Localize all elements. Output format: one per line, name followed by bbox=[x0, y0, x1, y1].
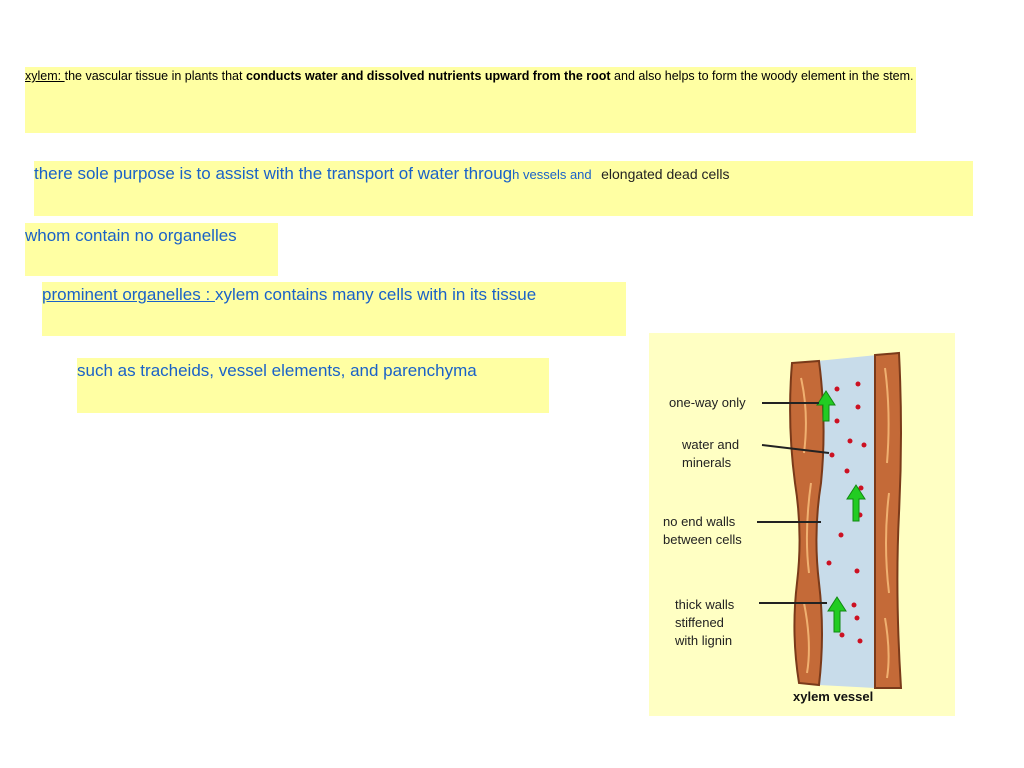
figure-title: xylem vessel bbox=[793, 689, 874, 704]
no-organelles-box bbox=[25, 223, 278, 276]
label-one-way: one-way only bbox=[669, 395, 746, 410]
prominent-organelles-text: xylem contains many cells with in its tissue bbox=[214, 285, 537, 304]
label-thick-3: with lignin bbox=[675, 633, 733, 648]
definition-text-before: the vascular tissue in plants that bbox=[64, 69, 246, 83]
purpose-part1: there sole purpose is to assist with the transport of water throug bbox=[34, 164, 513, 183]
term-label: xylem: bbox=[25, 69, 65, 83]
xylem-vessel-figure bbox=[649, 333, 955, 716]
prominent-organelles-box bbox=[42, 282, 626, 336]
purpose-box bbox=[34, 161, 973, 216]
definition-text-after: and also helps to form the woody element in the stem. bbox=[610, 69, 914, 83]
label-noend-1: no end walls bbox=[663, 514, 736, 529]
purpose-part3: elongated dead cells bbox=[601, 166, 730, 182]
label-thick-2: stiffened bbox=[675, 615, 724, 630]
xylem-definition bbox=[25, 67, 916, 133]
xylem-diagram bbox=[649, 333, 955, 716]
no-organelles-text: whom contain no organelles bbox=[25, 226, 237, 245]
examples-text: such as tracheids, vessel elements, and parenchyma bbox=[77, 361, 477, 380]
label-water-2: minerals bbox=[682, 455, 732, 470]
prominent-organelles-link[interactable]: prominent organelles : bbox=[42, 285, 215, 304]
label-thick-1: thick walls bbox=[675, 597, 735, 612]
examples-box bbox=[77, 358, 549, 413]
label-noend-2: between cells bbox=[663, 532, 742, 547]
label-water-1: water and bbox=[682, 437, 740, 452]
purpose-part2: h vessels and bbox=[512, 167, 592, 182]
definition-bold-text: conducts water and dissolved nutrients upward from the root bbox=[245, 69, 611, 83]
